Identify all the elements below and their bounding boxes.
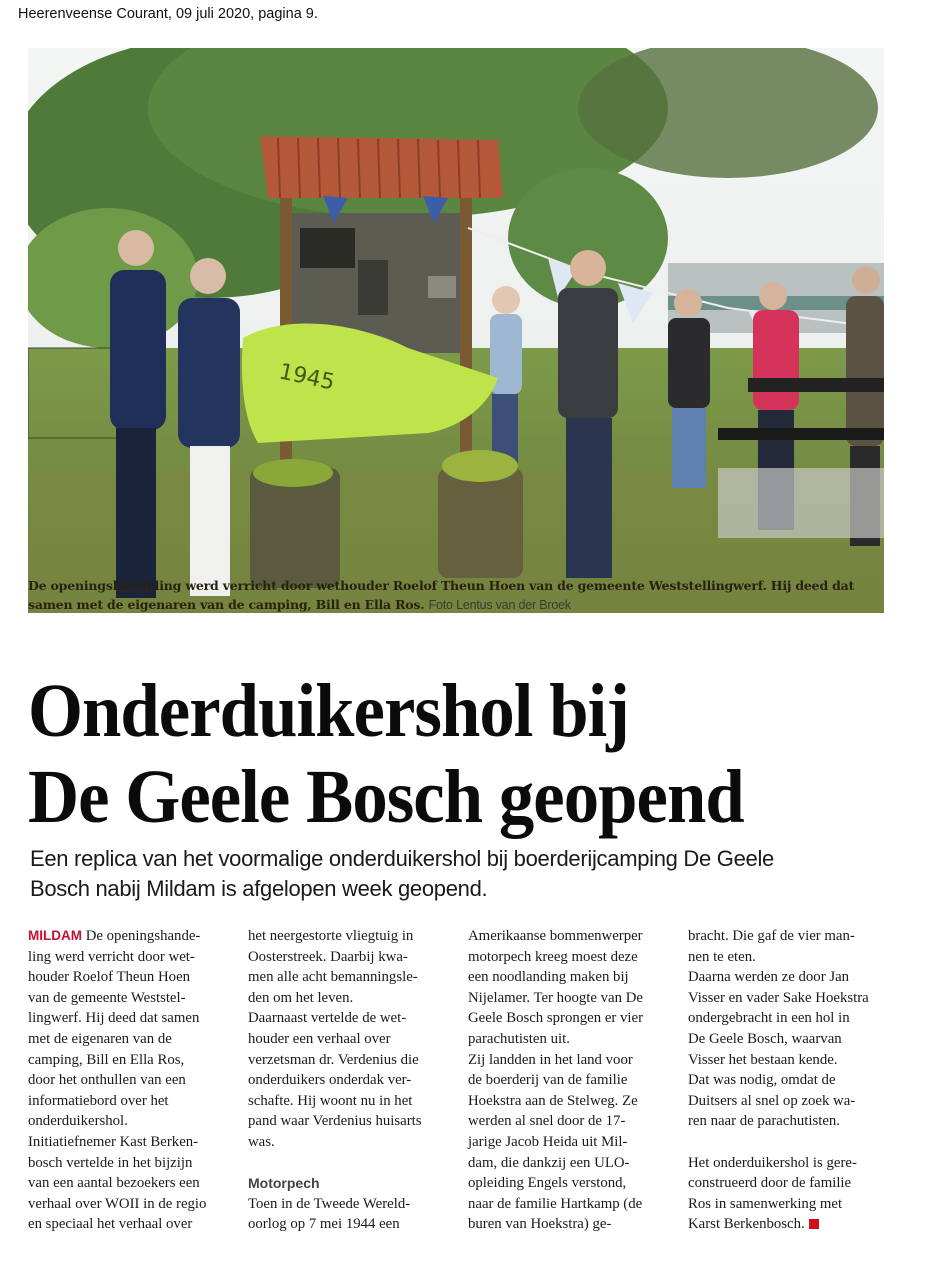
body-line: werden al snel door de 17- [468, 1113, 626, 1130]
body-line: nen te eten. [688, 948, 756, 965]
body-line: de boerderij van de familie [468, 1072, 628, 1089]
body-line: was. [248, 1133, 275, 1150]
body-line: camping, Bill en Ella Ros, [28, 1051, 185, 1068]
body-line: van een aantal bezoekers een [28, 1175, 200, 1192]
body-line: bosch vertelde in het bijzijn [28, 1154, 193, 1171]
svg-text:1945: 1945 [276, 359, 337, 396]
source-line: Heerenveense Courant, 09 juli 2020, pagina 9. [18, 6, 318, 22]
body-line: parachutisten uit. [468, 1030, 570, 1047]
headline-line-2: De Geele Bosch geopend [28, 755, 744, 839]
body-line: buren van Hoekstra) ge- [468, 1216, 612, 1233]
article-photo [28, 48, 884, 613]
body-line: schafte. Hij woont nu in het [248, 1092, 413, 1109]
body-line: verzetsman dr. Verdenius die [248, 1051, 419, 1068]
article-intro [30, 844, 910, 904]
body-line: Initiatiefnemer Kast Berken- [28, 1133, 199, 1150]
body-line: onderduikershol. [28, 1113, 128, 1130]
body-line: van de gemeente Weststel- [28, 989, 186, 1006]
body-line: jarige Jacob Heida uit Mil- [468, 1133, 628, 1150]
paragraph-gap [248, 1153, 448, 1174]
body-line: Visser het bestaan kende. [688, 1051, 838, 1068]
body-line: lingwerf. Hij deed dat samen [28, 1010, 200, 1027]
body-line: MILDAM De openingshande- [28, 928, 201, 944]
headline [28, 668, 846, 840]
body-line: bracht. Die gaf de vier man- [688, 928, 855, 944]
intro-line-1: Een replica van het voormalige onderduikershol bij boerderijcamping De Geele [30, 846, 774, 871]
body-line: dam, die dankzij een ULO- [468, 1154, 630, 1171]
body-line: informatiebord over het [28, 1092, 169, 1109]
article-body [28, 926, 898, 1235]
body-line: construeerd door de familie [688, 1175, 852, 1192]
body-line: Amerikaanse bommenwerper [468, 928, 643, 944]
column-2 [248, 926, 448, 1235]
body-line: houder Roelof Theun Hoen [28, 969, 191, 986]
body-line: ondergebracht in een hol in [688, 1010, 850, 1027]
body-line: Daarnaast vertelde de wet- [248, 1010, 407, 1027]
headline-line-1: Onderduikershol bij [28, 669, 629, 753]
photo-credit: Foto Lentus van der Broek [428, 598, 571, 612]
body-line: den om het leven. [248, 989, 354, 1006]
body-line: Toen in de Tweede Wereld- [248, 1195, 411, 1212]
paragraph-gap [688, 1132, 888, 1153]
body-line: met de eigenaren van de [28, 1030, 172, 1047]
body-line: naar de familie Hartkamp (de [468, 1195, 643, 1212]
body-line: verhaal over WOII in de regio [28, 1195, 207, 1212]
body-line: ling werd verricht door wet- [28, 948, 195, 965]
body-line: men alle acht bemanningsle- [248, 969, 418, 986]
column-4 [688, 926, 888, 1235]
body-line: en speciaal het verhaal over [28, 1216, 193, 1233]
photo-illustration [28, 48, 884, 613]
body-line: houder een verhaal over [248, 1030, 391, 1047]
body-line: onderduikers onderdak ver- [248, 1072, 412, 1089]
body-line: pand waar Verdenius huisarts [248, 1113, 422, 1130]
body-line: opleiding Engels verstond, [468, 1175, 627, 1192]
body-line: De Geele Bosch, waarvan [688, 1030, 842, 1047]
body-line: Ros in samenwerking met [688, 1195, 843, 1212]
intro-line-2: Bosch nabij Mildam is afgelopen week geopend. [30, 876, 488, 901]
column-3 [468, 926, 668, 1235]
dateline: MILDAM [28, 928, 82, 943]
body-line: Dat was nodig, omdat de [688, 1072, 836, 1089]
body-line: Oosterstreek. Daarbij kwa- [248, 948, 408, 965]
body-line: Zij landden in het land voor [468, 1051, 633, 1068]
body-line: Visser en vader Sake Hoekstra [688, 989, 869, 1006]
end-of-article-square-icon [809, 1219, 819, 1229]
body-line: Nijelamer. Ter hoogte van De [468, 989, 643, 1006]
body-line: Duitsers al snel op zoek wa- [688, 1092, 856, 1109]
body-line: Het onderduikershol is gere- [688, 1154, 857, 1171]
body-line: Hoekstra aan de Stelweg. Ze [468, 1092, 638, 1109]
body-line: Daarna werden ze door Jan [688, 969, 850, 986]
body-line: een noodlanding maken bij [468, 969, 629, 986]
body-line: oorlog op 7 mei 1944 een [248, 1216, 400, 1233]
body-line: motorpech kreeg moest deze [468, 948, 638, 965]
caption-line-1: De openingshandeling werd verricht door wethouder Roelof Theun Hoen van de gemeente Weststellingwerf. Hij deed dat [28, 578, 855, 593]
column-1 [28, 926, 228, 1235]
body-line: het neergestorte vliegtuig in [248, 928, 414, 944]
body-line: Karst Berkenbosch. [688, 1214, 888, 1235]
subhead: Motorpech [248, 1175, 320, 1192]
body-line: door het onthullen van een [28, 1072, 186, 1089]
photo-caption [28, 576, 884, 615]
caption-line-2: samen met de eigenaren van de camping, Bill en Ella Ros. [28, 597, 425, 612]
body-line: ren naar de parachutisten. [688, 1113, 841, 1130]
body-line: Geele Bosch sprongen er vier [468, 1010, 644, 1027]
